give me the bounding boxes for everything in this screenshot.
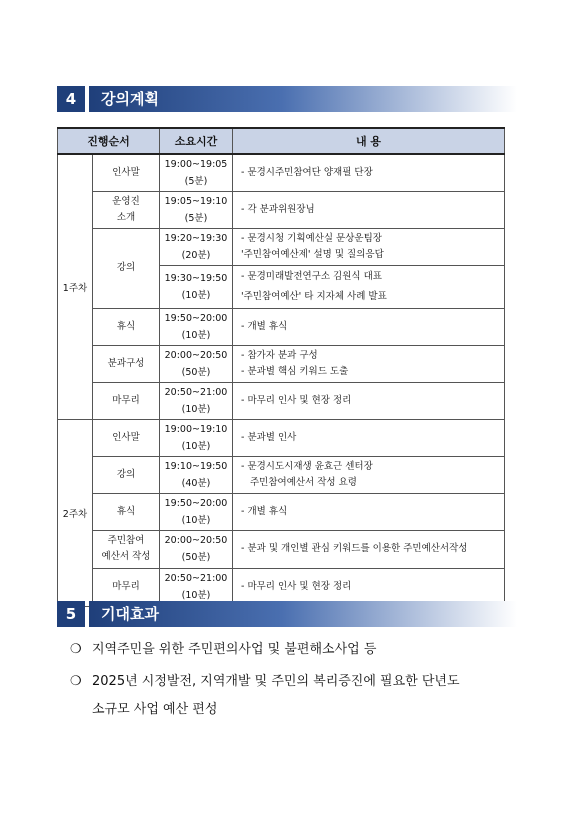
activity-line: 운영진 [112, 195, 140, 207]
duration: (10분) [181, 289, 211, 301]
duration: (10분) [181, 514, 211, 526]
time-cell [160, 530, 233, 568]
table-row [58, 382, 505, 419]
content-line: - 참가자 분과 구성 [241, 349, 318, 361]
content-cell: - 분과별 인사 [233, 419, 505, 456]
duration: (20분) [181, 249, 211, 261]
time-range: 19:50~20:00 [164, 497, 228, 509]
content-line: - 문경미래발전연구소 김원식 대표 [241, 270, 382, 282]
activity-cell: 강의 [93, 456, 160, 493]
time-range: 19:00~19:10 [164, 423, 228, 435]
time-cell [160, 228, 233, 265]
content-line: '주민참여예산' 타 지자체 사례 발표 [241, 290, 387, 302]
header-order: 진행순서 [58, 128, 160, 154]
section-title: 기대효과 [101, 605, 159, 623]
content-cell: - 문경시주민참여단 양재필 단장 [233, 154, 505, 191]
activity-cell: 휴식 [93, 493, 160, 530]
time-cell [160, 265, 233, 308]
table-row [58, 191, 505, 228]
content-line: - 분과별 핵심 키워드 도출 [241, 365, 349, 377]
content-line: - 문경시도시재생 윤효근 센터장 [241, 460, 373, 472]
activity-line: 소개 [116, 211, 136, 223]
time-range: 20:00~20:50 [164, 349, 228, 361]
content-cell: - 마무리 인사 및 현장 정리 [233, 382, 505, 419]
time-range: 20:00~20:50 [164, 535, 228, 546]
activity-cell: 인사말 [93, 419, 160, 456]
time-cell [160, 191, 233, 228]
time-cell [160, 345, 233, 382]
content-cell [233, 456, 505, 493]
content-cell: - 마무리 인사 및 현장 정리 [233, 568, 505, 606]
activity-line: 예산서 작성 [101, 551, 151, 562]
time-range: 19:30~19:50 [164, 272, 228, 284]
time-range: 19:05~19:10 [164, 195, 228, 207]
table-row [58, 228, 505, 265]
time-range: 19:00~19:05 [164, 158, 228, 170]
header-content: 내 용 [233, 128, 505, 154]
activity-cell: 마무리 [93, 382, 160, 419]
table-row [58, 530, 505, 568]
content-cell [233, 228, 505, 265]
effect-text: 소규모 사업 예산 편성 [92, 702, 218, 717]
content-line: '주민참여예산제' 설명 및 질의응답 [241, 248, 384, 260]
duration: (50분) [181, 552, 211, 563]
table-row [58, 419, 505, 456]
content-cell [233, 345, 505, 382]
table-row [58, 493, 505, 530]
time-range: 20:50~21:00 [164, 572, 228, 584]
time-cell [160, 308, 233, 345]
time-range: 19:50~20:00 [164, 312, 228, 324]
effect-text: 2025년 시정발전, 지역개발 및 주민의 복리증진에 필요한 단년도 [92, 674, 460, 689]
activity-cell [93, 530, 160, 568]
duration: (5분) [184, 175, 208, 187]
content-cell [233, 265, 505, 308]
content-line: - 문경시청 기획예산실 문상운팀장 [241, 232, 382, 244]
time-range: 20:50~21:00 [164, 386, 228, 398]
activity-cell: 휴식 [93, 308, 160, 345]
time-cell [160, 419, 233, 456]
effect-item [70, 636, 540, 664]
header-time: 소요시간 [160, 128, 233, 154]
time-cell [160, 382, 233, 419]
week-label: 1주차 [58, 154, 93, 419]
activity-cell: 인사말 [93, 154, 160, 191]
duration: (5분) [184, 212, 208, 224]
circle-bullet-icon: ❍ [70, 674, 82, 689]
content-line: 주민참여예산서 작성 요령 [250, 476, 357, 488]
lecture-plan-table [57, 127, 505, 607]
section-number: 5 [57, 601, 85, 627]
section-title: 강의계획 [101, 90, 159, 108]
duration: (10분) [181, 440, 211, 452]
time-cell [160, 154, 233, 191]
activity-cell: 마무리 [93, 568, 160, 606]
duration: (10분) [181, 329, 211, 341]
week-label: 2주차 [58, 419, 93, 606]
duration: (10분) [181, 589, 211, 601]
activity-cell: 강의 [93, 228, 160, 308]
table-row [58, 345, 505, 382]
circle-bullet-icon: ❍ [70, 642, 82, 657]
time-cell [160, 493, 233, 530]
section-header-effect [57, 601, 517, 627]
activity-cell [93, 191, 160, 228]
time-range: 19:10~19:50 [164, 460, 228, 472]
table-row [58, 154, 505, 191]
duration: (40분) [181, 477, 211, 489]
table-row [58, 308, 505, 345]
content-cell: - 개별 휴식 [233, 493, 505, 530]
content-cell: - 분과 및 개인별 관심 키워드를 이용한 주민예산서작성 [233, 530, 505, 568]
effect-text: 지역주민을 위한 주민편의사업 및 불편해소사업 등 [92, 642, 377, 657]
section-header-plan [57, 86, 517, 112]
content-cell: - 각 분과위원장님 [233, 191, 505, 228]
table-row [58, 456, 505, 493]
activity-line: 주민참여 [107, 535, 145, 546]
duration: (50분) [181, 366, 211, 378]
table-header-row [58, 128, 505, 154]
time-cell [160, 456, 233, 493]
content-cell: - 개별 휴식 [233, 308, 505, 345]
duration: (10분) [181, 403, 211, 415]
time-range: 19:20~19:30 [164, 232, 228, 244]
activity-cell: 분과구성 [93, 345, 160, 382]
effect-item [70, 668, 540, 724]
section-number: 4 [57, 86, 85, 112]
